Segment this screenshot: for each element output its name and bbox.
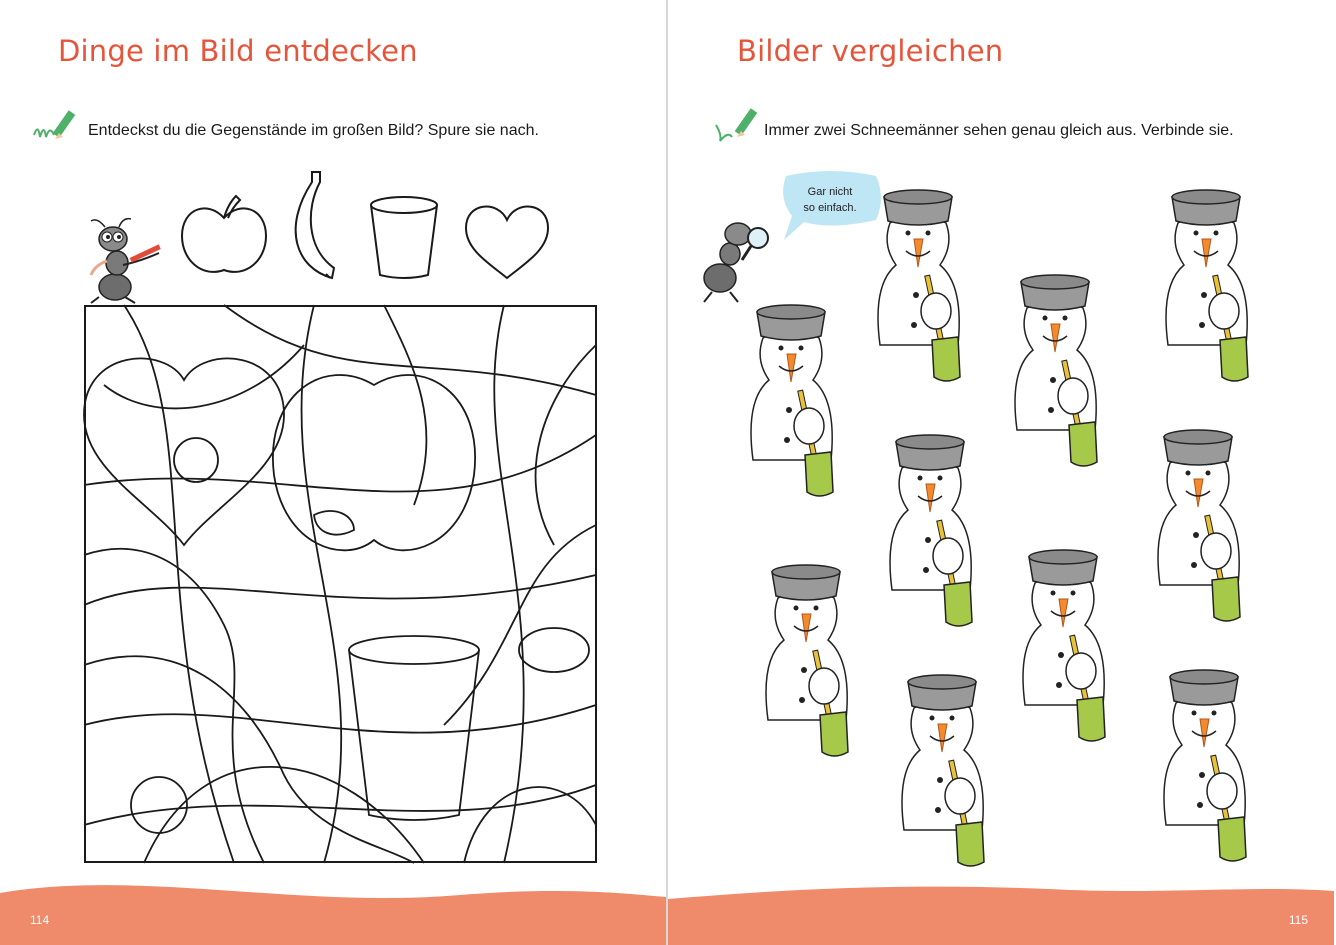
speech-bubble-line-1: Gar nicht [807, 186, 853, 198]
page-number: 115 [1288, 913, 1308, 927]
right-page [668, 0, 1334, 945]
hidden-objects-puzzle [84, 305, 597, 863]
banana-icon [282, 168, 342, 283]
pencil-icon [30, 105, 80, 150]
right-page-instruction: Immer zwei Schneemänner sehen genau gleich aus. Verbinde sie. [764, 122, 1234, 139]
left-page [0, 0, 666, 945]
heart-icon [464, 200, 550, 280]
apple-icon [178, 190, 270, 280]
ant-with-pencil-icon [85, 215, 170, 305]
left-page-title: Dinge im Bild entdecken [58, 34, 418, 68]
speech-bubble-line-2: so einfach. [803, 202, 857, 214]
snowmen-group [668, 0, 1334, 945]
page-number: 114 [30, 913, 50, 927]
footer-wave [668, 875, 1334, 945]
footer-wave [0, 875, 666, 945]
right-page-title: Bilder vergleichen [737, 34, 1004, 68]
cup-icon [368, 195, 440, 280]
left-page-instruction: Entdeckst du die Gegenstände im großen Bild? Spure sie nach. [88, 122, 539, 139]
